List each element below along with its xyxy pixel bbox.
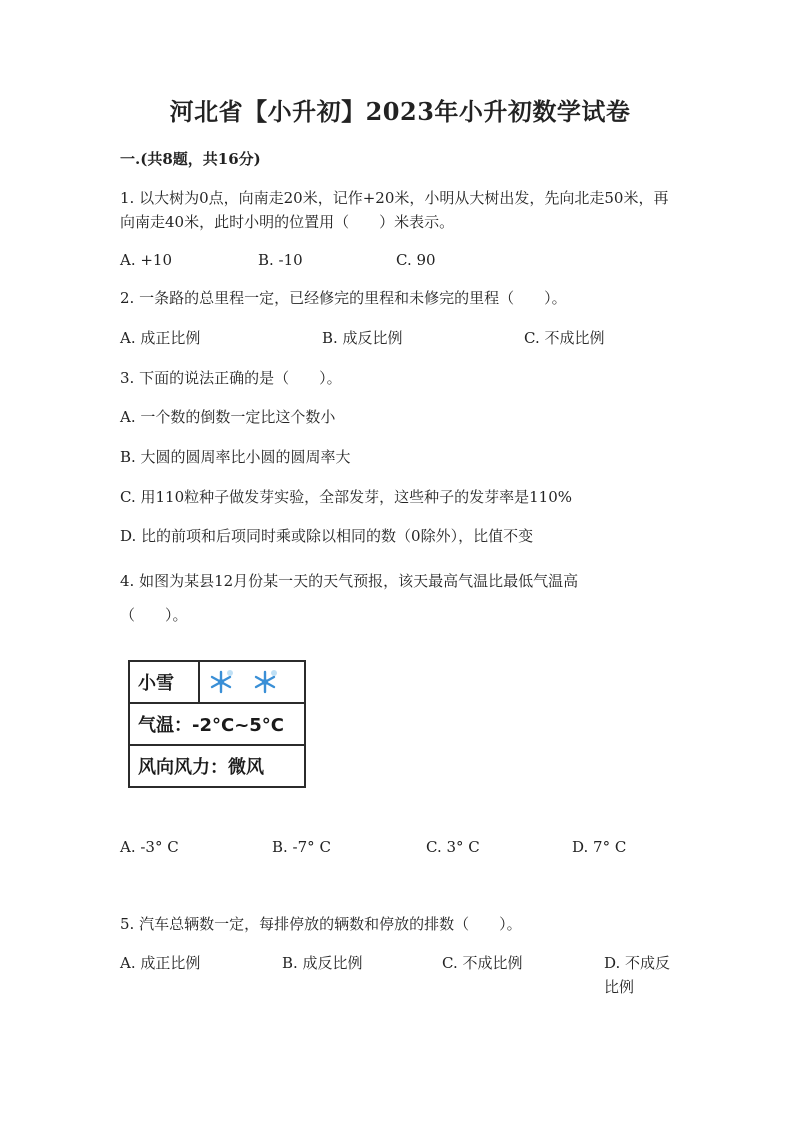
option-c: C. 不成比例	[524, 329, 605, 347]
weather-forecast-card	[128, 660, 306, 788]
question-5-options	[120, 951, 680, 1011]
option-d: D. 比的前项和后项同时乘或除以相同的数（0除外），比值不变	[120, 527, 534, 545]
weather-icons	[206, 662, 284, 702]
weather-condition: 小雪	[138, 673, 174, 694]
option-d	[604, 951, 680, 999]
weather-condition-row	[130, 662, 304, 704]
option-d-text: D. 不成反比例	[604, 954, 671, 996]
option-c: C. 用110粒种子做发芽实验，全部发芽，这些种子的发芽率是110%	[120, 488, 572, 506]
option-c: C. 90	[396, 251, 436, 269]
snowflake-icon	[206, 668, 236, 696]
question-3: 3. 下面的说法正确的是（ ）。	[120, 369, 342, 387]
question-1: 1. 以大树为0点，向南走20米，记作+20米，小明从大树出发，先向北走50米，再向南走40米，此时小明的位置用（ ）米表示。	[120, 189, 669, 231]
option-a: A. 成正比例	[120, 954, 201, 972]
snowflake-icon	[250, 668, 280, 696]
weather-wind: 风向风力：微风	[138, 757, 264, 778]
option-a: A. -3° C	[120, 838, 179, 856]
option-b: B. -7° C	[272, 838, 331, 856]
option-a: A. +10	[120, 251, 173, 269]
option-c: C. 不成比例	[442, 954, 523, 972]
section-heading: 一.(共8题，共16分)	[120, 150, 261, 168]
option-c: C. 3° C	[426, 838, 480, 856]
weather-wind-row	[130, 746, 304, 786]
weather-temperature: 气温：-2°C~5°C	[138, 715, 285, 736]
option-b: B. 大圆的圆周率比小圆的圆周率大	[120, 448, 351, 466]
option-b: B. 成反比例	[282, 954, 363, 972]
weather-temperature-row	[130, 704, 304, 746]
option-a: A. 成正比例	[120, 329, 201, 347]
cell-divider	[198, 662, 200, 702]
question-2: 2. 一条路的总里程一定，已经修完的里程和未修完的里程（ ）。	[120, 289, 567, 307]
option-d: D. 7° C	[572, 838, 627, 856]
option-a: A. 一个数的倒数一定比这个数小	[120, 408, 336, 426]
question-5: 5. 汽车总辆数一定，每排停放的辆数和停放的排数（ ）。	[120, 915, 522, 933]
option-b: B. 成反比例	[322, 329, 403, 347]
option-b: B. -10	[258, 251, 303, 269]
question-4: 4. 如图为某县12月份某一天的天气预报，该天最高气温比最低气温高（ ）。	[120, 572, 579, 624]
page-title: 河北省【小升初】2023年小升初数学试卷	[169, 97, 631, 126]
